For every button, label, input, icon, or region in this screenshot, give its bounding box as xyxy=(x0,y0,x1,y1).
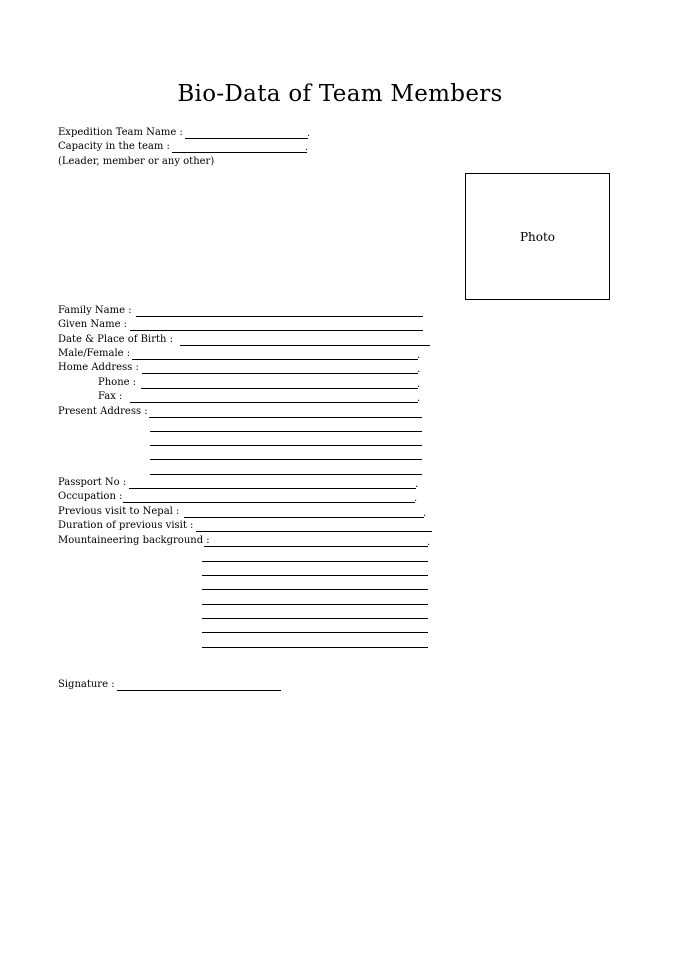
fax-field[interactable] xyxy=(130,402,418,403)
photo-label: Photo xyxy=(519,229,556,244)
capacity-label: Capacity in the team : xyxy=(58,141,170,152)
previous-visit-field[interactable] xyxy=(184,517,424,518)
passport-label: Passport No : xyxy=(58,477,127,488)
period-mark: . xyxy=(417,350,421,361)
period-mark: . xyxy=(415,479,419,490)
mountaineering-field[interactable] xyxy=(202,589,428,590)
signature-field[interactable] xyxy=(117,690,281,691)
present-address-field[interactable] xyxy=(150,474,422,475)
present-address-field[interactable] xyxy=(150,431,422,432)
home-address-label: Home Address : xyxy=(58,362,139,373)
mountaineering-field[interactable] xyxy=(202,561,428,562)
period-mark: . xyxy=(307,128,311,139)
home-address-field[interactable] xyxy=(142,373,418,374)
mountaineering-field[interactable] xyxy=(202,647,428,648)
present-address-field[interactable] xyxy=(149,417,422,418)
mountaineering-field[interactable] xyxy=(202,618,428,619)
present-address-field[interactable] xyxy=(150,445,422,446)
present-address-field[interactable] xyxy=(150,459,422,460)
period-mark: . xyxy=(423,508,427,519)
duration-field[interactable] xyxy=(196,531,432,532)
form-title: Bio-Data of Team Members xyxy=(177,81,503,107)
occupation-field[interactable] xyxy=(123,502,415,503)
expedition-team-name-label: Expedition Team Name : xyxy=(58,127,183,138)
given-name-field[interactable] xyxy=(130,330,423,331)
mountaineering-field[interactable] xyxy=(202,632,428,633)
phone-label: Phone : xyxy=(98,377,137,388)
period-mark: . xyxy=(414,493,418,504)
mountaineering-label: Mountaineering background : xyxy=(58,535,210,546)
family-name-label: Family Name : xyxy=(58,305,132,316)
phone-field[interactable] xyxy=(141,388,418,389)
period-mark: . xyxy=(305,142,309,153)
mountaineering-field[interactable] xyxy=(204,546,428,547)
duration-label: Duration of previous visit : xyxy=(58,520,194,531)
capacity-field[interactable] xyxy=(172,152,307,153)
family-name-field[interactable] xyxy=(136,316,423,317)
expedition-team-name-field[interactable] xyxy=(185,138,308,139)
signature-label: Signature : xyxy=(58,679,115,690)
period-mark: . xyxy=(427,537,431,548)
fax-label: Fax : xyxy=(98,391,123,402)
capacity-note: (Leader, member or any other) xyxy=(58,156,215,167)
occupation-label: Occupation : xyxy=(58,491,123,502)
period-mark: . xyxy=(417,393,421,404)
previous-visit-label: Previous visit to Nepal : xyxy=(58,506,180,517)
dob-label: Date & Place of Birth : xyxy=(58,334,173,345)
passport-field[interactable] xyxy=(129,488,416,489)
mountaineering-field[interactable] xyxy=(202,575,428,576)
period-mark: . xyxy=(417,379,421,390)
dob-field[interactable] xyxy=(180,345,430,346)
gender-label: Male/Female : xyxy=(58,348,131,359)
present-address-label: Present Address : xyxy=(58,406,148,417)
given-name-label: Given Name : xyxy=(58,319,128,330)
gender-field[interactable] xyxy=(132,359,418,360)
period-mark: . xyxy=(417,364,421,375)
photo-box[interactable] xyxy=(465,173,610,300)
mountaineering-field[interactable] xyxy=(202,604,428,605)
